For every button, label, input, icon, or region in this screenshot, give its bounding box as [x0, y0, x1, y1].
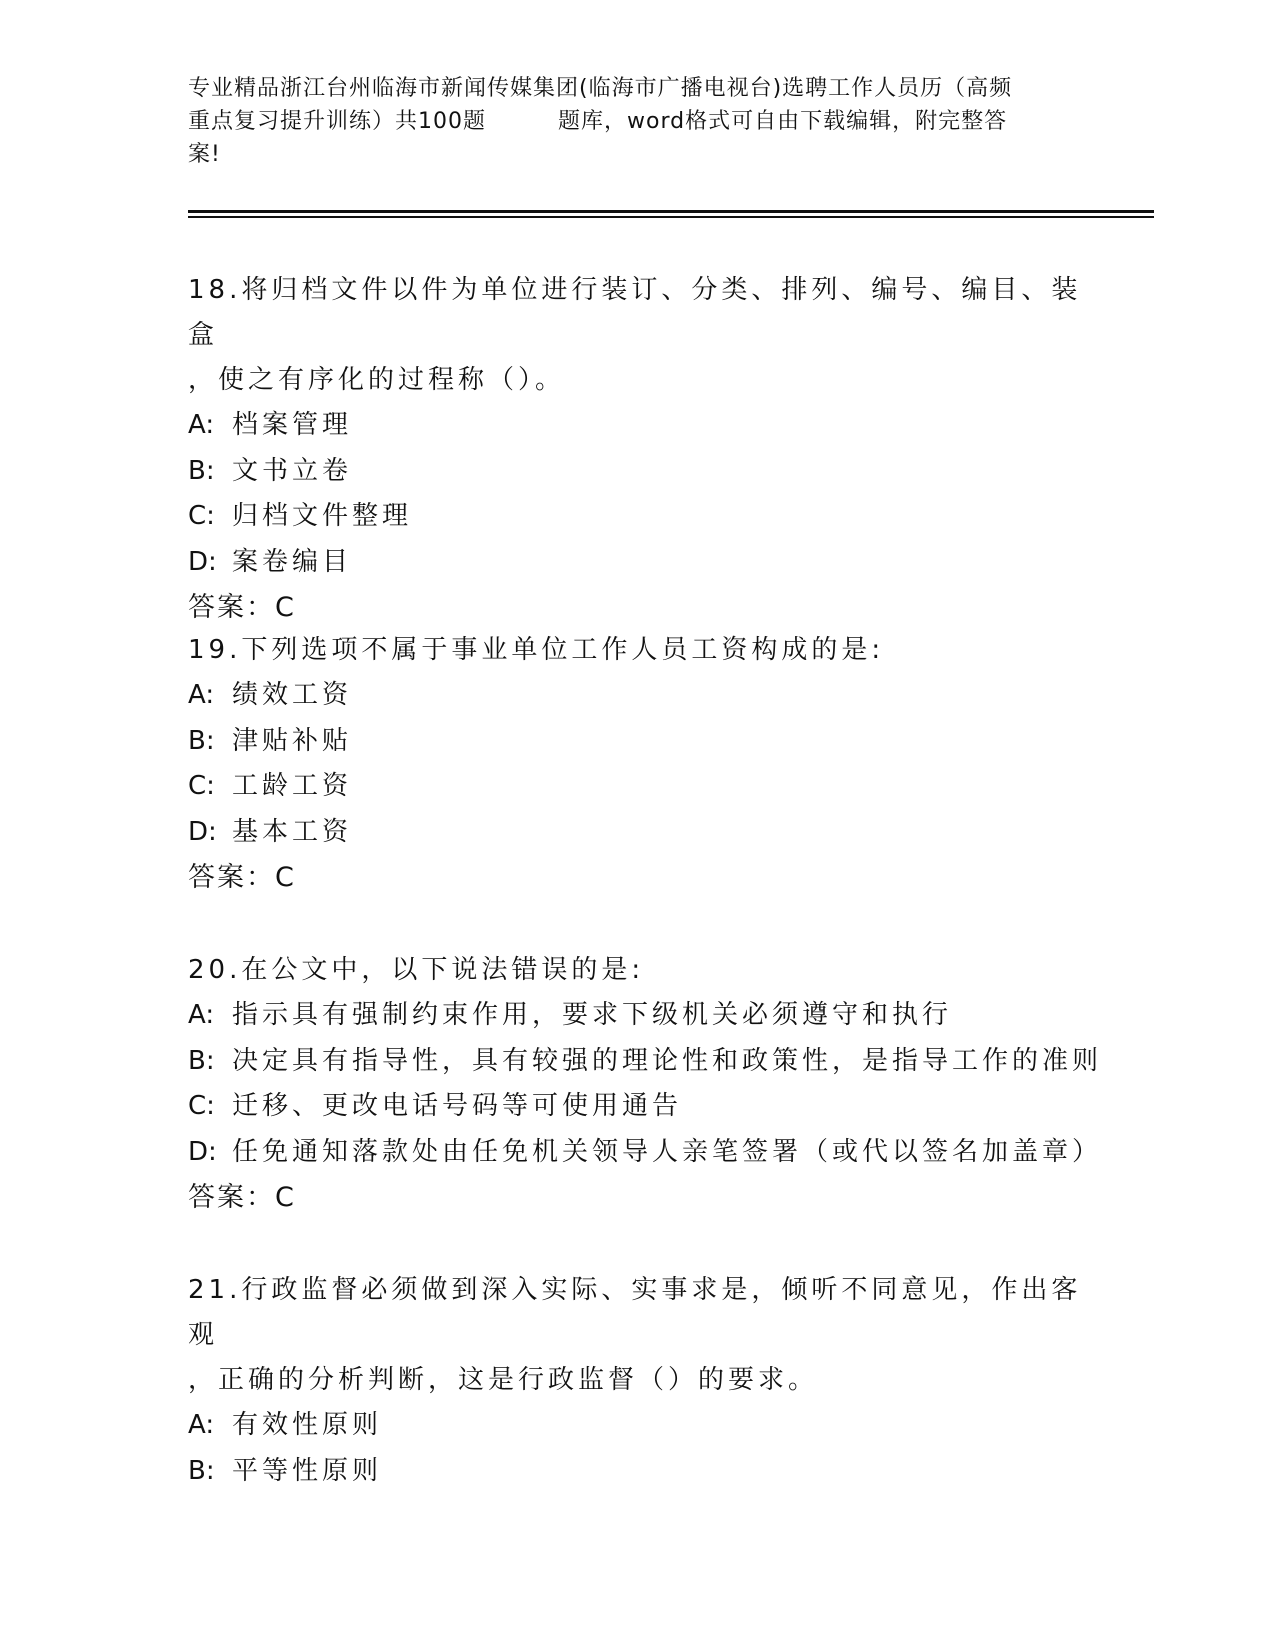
option-letter: B: — [188, 1045, 215, 1076]
header-line-1: 专业精品浙江台州临海市新闻传媒集团(临海市广播电视台)选聘工作人员历（高频 — [188, 76, 1013, 101]
option-text: 工龄工资 — [232, 771, 353, 801]
option-text: 决定具有指导性，具有较强的理论性和政策性，是指导工作的准则 — [232, 1045, 1103, 1076]
option-letter: B: — [188, 725, 215, 756]
option-text: 归档文件整理 — [232, 501, 413, 531]
option-letter: C: — [188, 1091, 215, 1121]
option-letter: D: — [188, 546, 217, 577]
option-b — [188, 1039, 1103, 1085]
option-text: 基本工资 — [232, 816, 353, 847]
option-a — [188, 1403, 1088, 1449]
option-b — [188, 719, 1088, 765]
question-text-line-2: ，正确的分析判断，这是行政监督（）的要求。 — [188, 1365, 819, 1395]
answer: 答案：C — [188, 1182, 296, 1213]
header-divider-thin — [188, 216, 1154, 218]
option-d — [188, 810, 1088, 856]
option-c — [188, 1084, 1088, 1130]
option-b — [188, 1449, 1088, 1495]
option-b — [188, 449, 1088, 495]
option-text: 文书立卷 — [232, 455, 353, 486]
option-text: 有效性原则 — [232, 1410, 383, 1440]
option-letter: A: — [188, 680, 215, 710]
header-divider-thick — [188, 210, 1154, 213]
document-header — [188, 72, 1088, 171]
option-c — [188, 494, 1088, 540]
option-c — [188, 764, 1088, 810]
option-letter: D: — [188, 816, 217, 847]
question-text-line-1: 21.行政监督必须做到深入实际、实事求是，倾听不同意见，作出客观 — [188, 1275, 1082, 1350]
option-letter: A: — [188, 410, 215, 440]
header-line-2-part-b: 题库，word格式可自由下载编辑，附完整答 — [558, 109, 1008, 134]
question-text-line-1: 18.将归档文件以件为单位进行装订、分类、排列、编号、编目、装盒 — [188, 275, 1082, 350]
option-text: 迁移、更改电话号码等可使用通告 — [232, 1091, 683, 1121]
option-text: 指示具有强制约束作用，要求下级机关必须遵守和执行 — [232, 1000, 953, 1030]
option-letter: D: — [188, 1136, 217, 1167]
option-letter: C: — [188, 501, 215, 531]
option-a — [188, 673, 1088, 719]
question-text-line-1: 19.下列选项不属于事业单位工作人员工资构成的是: — [188, 635, 885, 665]
option-d — [188, 540, 1088, 586]
option-text: 任免通知落款处由任免机关领导人亲笔签署（或代以签名加盖章） — [232, 1136, 1103, 1167]
option-text: 平等性原则 — [232, 1455, 383, 1486]
question-text-line-2: ，使之有序化的过程称（）。 — [188, 365, 566, 395]
question-19 — [188, 628, 1088, 901]
question-20 — [188, 948, 1103, 1221]
option-a — [188, 993, 1088, 1039]
option-letter: C: — [188, 771, 215, 801]
option-text: 绩效工资 — [232, 680, 353, 710]
option-text: 津贴补贴 — [232, 725, 353, 756]
answer: 答案：C — [188, 862, 296, 893]
header-line-3: 案! — [188, 142, 221, 167]
option-text: 档案管理 — [232, 410, 353, 440]
option-letter: A: — [188, 1410, 215, 1440]
question-text-line-1: 20.在公文中，以下说法错误的是: — [188, 955, 645, 985]
header-line-2-part-a: 重点复习提升训练）共100题 — [188, 109, 486, 134]
option-text: 案卷编目 — [232, 546, 353, 577]
option-d — [188, 1130, 1103, 1176]
question-21 — [188, 1268, 1088, 1494]
answer: 答案：C — [188, 592, 296, 623]
option-letter: B: — [188, 455, 215, 486]
header-line-2 — [188, 105, 1088, 138]
question-18 — [188, 268, 1088, 631]
option-letter: A: — [188, 1000, 215, 1030]
option-a — [188, 403, 1088, 449]
option-letter: B: — [188, 1455, 215, 1486]
